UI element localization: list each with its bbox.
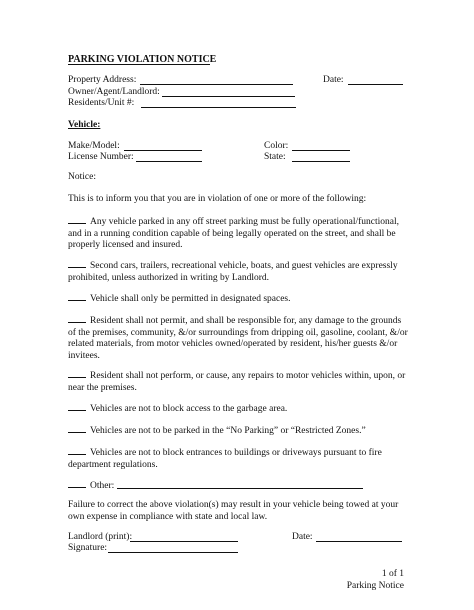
page-number: 1 of 1: [381, 569, 404, 579]
owner-agent-landlord-label: Owner/Agent/Landlord:: [68, 87, 160, 97]
landlord-print-label: Landlord (print):: [68, 532, 133, 542]
vehicle-section-heading: Vehicle:: [68, 120, 101, 130]
landlord-print-field[interactable]: [130, 541, 238, 542]
violation-checkbox[interactable]: [68, 292, 86, 301]
page-footer: [347, 568, 404, 592]
violation-item: Resident shall not perform, or cause, any repairs to motor vehicles within, upon, or near the premises.: [68, 371, 406, 393]
property-address-field[interactable]: [140, 84, 293, 85]
violation-item: Vehicle shall only be permitted in designated spaces.: [68, 292, 418, 306]
violation-checkbox[interactable]: [68, 215, 86, 224]
footer-label: Parking Notice: [346, 581, 404, 591]
violation-item: Vehicles are not to block entrances to buildings or driveways pursuant to fire department regulations.: [68, 448, 382, 470]
signature-field[interactable]: [108, 552, 238, 553]
violation-item: Resident shall not permit, and shall be responsible for, any damage to the grounds of the premises, community, &/or surroundings from dripping oil, gasoline, coolant, &/or related materials, from motor vehicles owned/operated by resident, his/her guests &/or invitees.: [68, 316, 408, 361]
property-address-label: Property Address:: [68, 75, 137, 85]
signature-date-label: Date:: [292, 532, 313, 542]
title-underline: [68, 64, 210, 65]
date-field[interactable]: [348, 84, 403, 85]
color-field[interactable]: [292, 150, 350, 151]
other-violation-field[interactable]: [117, 488, 363, 489]
violation-checkbox[interactable]: [68, 314, 86, 323]
violation-checkbox[interactable]: [68, 479, 86, 488]
notice-title: PARKING VIOLATION NOTICE: [68, 54, 217, 65]
violation-item-other: Other:: [68, 479, 418, 493]
notice-intro: This is to inform you that you are in violation of one or more of the following:: [68, 194, 367, 204]
signature-label: Signature:: [68, 543, 108, 553]
violation-checkbox[interactable]: [68, 424, 86, 433]
notice-label: Notice:: [68, 172, 96, 182]
violation-checkbox[interactable]: [68, 259, 86, 268]
make-model-label: Make/Model:: [68, 141, 120, 151]
closing-statement: Failure to correct the above violation(s) may result in your vehicle being towed at your own expense in compliance with state and local law.: [68, 500, 399, 522]
state-label: State:: [264, 152, 286, 162]
date-label: Date:: [323, 75, 344, 85]
make-model-field[interactable]: [124, 150, 202, 151]
signature-date-field[interactable]: [316, 541, 402, 542]
owner-agent-landlord-field[interactable]: [162, 96, 295, 97]
violation-item: Vehicles are not to block access to the garbage area.: [68, 402, 418, 416]
color-label: Color:: [264, 141, 289, 151]
state-field[interactable]: [292, 161, 350, 162]
residents-unit-field[interactable]: [141, 107, 296, 108]
violation-checkbox[interactable]: [68, 402, 86, 411]
license-number-field[interactable]: [136, 161, 202, 162]
violation-checkbox[interactable]: [68, 446, 86, 455]
violation-item: Second cars, trailers, recreational vehicle, boats, and guest vehicles are expressly prohibited, unless authorized in writing by Landlord.: [68, 261, 398, 283]
violation-item: Vehicles are not to be parked in the “No Parking” or “Restricted Zones.”: [68, 424, 418, 438]
residents-unit-label: Residents/Unit #:: [68, 98, 135, 108]
violation-checkbox[interactable]: [68, 369, 86, 378]
violation-item: Any vehicle parked in any off street parking must be fully operational/functional, and in a running condition capable of being legally operated on the street, and shall be properly licensed and insured.: [68, 217, 400, 250]
license-number-label: License Number:: [68, 152, 134, 162]
